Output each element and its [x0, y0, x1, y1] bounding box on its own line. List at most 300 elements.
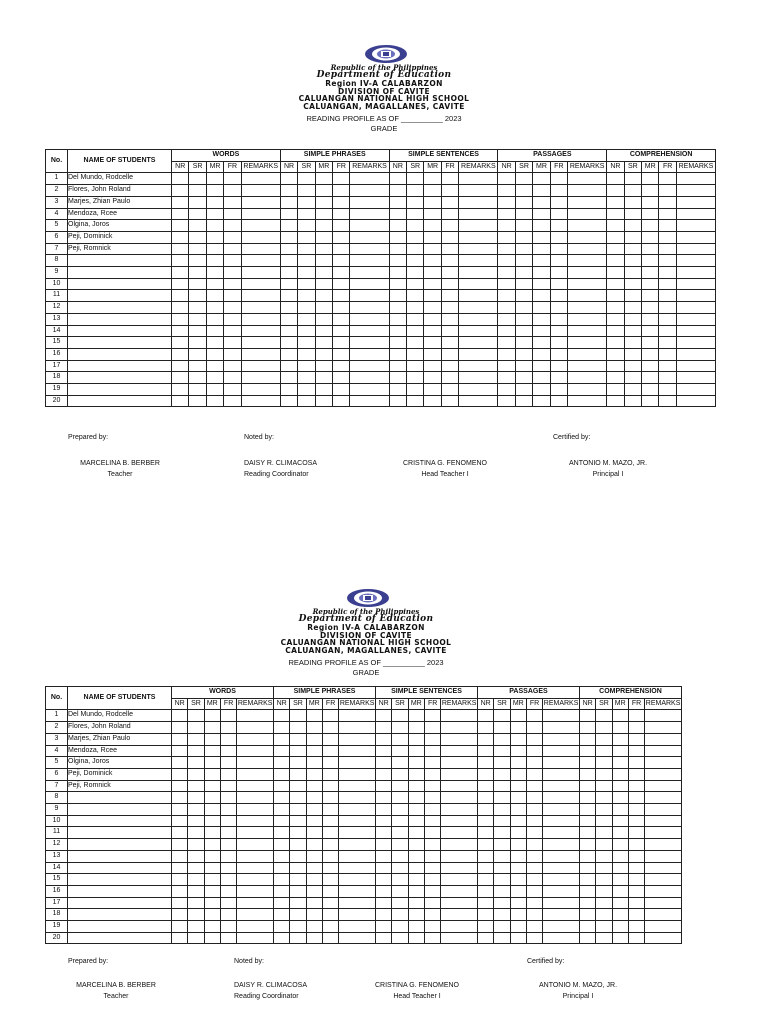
rating-cell[interactable] [441, 757, 478, 769]
rating-cell[interactable] [306, 874, 322, 886]
rating-cell[interactable] [339, 932, 376, 944]
rating-cell[interactable] [494, 710, 510, 722]
rating-cell[interactable] [441, 196, 458, 208]
rating-cell[interactable] [188, 874, 204, 886]
rating-cell[interactable] [392, 733, 408, 745]
rating-cell[interactable] [624, 278, 641, 290]
rating-cell[interactable] [441, 862, 478, 874]
rating-cell[interactable] [543, 827, 580, 839]
rating-cell[interactable] [568, 278, 607, 290]
rating-cell[interactable] [298, 173, 315, 185]
rating-cell[interactable] [543, 897, 580, 909]
rating-cell[interactable] [220, 874, 236, 886]
rating-cell[interactable] [339, 757, 376, 769]
rating-cell[interactable] [333, 278, 350, 290]
rating-cell[interactable] [206, 290, 223, 302]
rating-cell[interactable] [579, 804, 595, 816]
rating-cell[interactable] [424, 255, 441, 267]
rating-cell[interactable] [645, 932, 682, 944]
rating-cell[interactable] [543, 733, 580, 745]
rating-cell[interactable] [172, 208, 189, 220]
rating-cell[interactable] [188, 827, 204, 839]
rating-cell[interactable] [315, 372, 332, 384]
rating-cell[interactable] [280, 173, 297, 185]
rating-cell[interactable] [510, 780, 526, 792]
rating-cell[interactable] [188, 862, 204, 874]
rating-cell[interactable] [510, 745, 526, 757]
rating-cell[interactable] [298, 185, 315, 197]
rating-cell[interactable] [596, 722, 612, 734]
rating-cell[interactable] [241, 243, 280, 255]
rating-cell[interactable] [206, 208, 223, 220]
rating-cell[interactable] [659, 220, 676, 232]
rating-cell[interactable] [526, 780, 542, 792]
rating-cell[interactable] [333, 360, 350, 372]
rating-cell[interactable] [441, 384, 458, 396]
rating-cell[interactable] [189, 173, 206, 185]
rating-cell[interactable] [459, 384, 498, 396]
rating-cell[interactable] [550, 255, 567, 267]
rating-cell[interactable] [315, 255, 332, 267]
rating-cell[interactable] [607, 313, 624, 325]
rating-cell[interactable] [220, 932, 236, 944]
rating-cell[interactable] [206, 196, 223, 208]
rating-cell[interactable] [441, 372, 458, 384]
rating-cell[interactable] [624, 302, 641, 314]
rating-cell[interactable] [322, 815, 338, 827]
rating-cell[interactable] [241, 220, 280, 232]
rating-cell[interactable] [441, 710, 478, 722]
rating-cell[interactable] [568, 196, 607, 208]
rating-cell[interactable] [220, 710, 236, 722]
rating-cell[interactable] [172, 302, 189, 314]
rating-cell[interactable] [290, 897, 306, 909]
rating-cell[interactable] [322, 921, 338, 933]
rating-cell[interactable] [526, 827, 542, 839]
rating-cell[interactable] [579, 768, 595, 780]
rating-cell[interactable] [612, 850, 628, 862]
rating-cell[interactable] [350, 255, 389, 267]
rating-cell[interactable] [172, 372, 189, 384]
rating-cell[interactable] [189, 360, 206, 372]
rating-cell[interactable] [206, 337, 223, 349]
rating-cell[interactable] [241, 395, 280, 407]
rating-cell[interactable] [290, 757, 306, 769]
rating-cell[interactable] [306, 897, 322, 909]
rating-cell[interactable] [339, 733, 376, 745]
rating-cell[interactable] [172, 360, 189, 372]
rating-cell[interactable] [441, 290, 458, 302]
rating-cell[interactable] [659, 208, 676, 220]
rating-cell[interactable] [550, 267, 567, 279]
rating-cell[interactable] [568, 231, 607, 243]
rating-cell[interactable] [333, 348, 350, 360]
rating-cell[interactable] [676, 196, 715, 208]
rating-cell[interactable] [172, 290, 189, 302]
rating-cell[interactable] [189, 267, 206, 279]
rating-cell[interactable] [659, 313, 676, 325]
rating-cell[interactable] [315, 231, 332, 243]
rating-cell[interactable] [494, 780, 510, 792]
rating-cell[interactable] [322, 710, 338, 722]
rating-cell[interactable] [533, 196, 550, 208]
rating-cell[interactable] [339, 921, 376, 933]
rating-cell[interactable] [477, 827, 493, 839]
rating-cell[interactable] [628, 827, 644, 839]
rating-cell[interactable] [389, 185, 406, 197]
rating-cell[interactable] [642, 313, 659, 325]
rating-cell[interactable] [642, 220, 659, 232]
rating-cell[interactable] [543, 757, 580, 769]
rating-cell[interactable] [498, 255, 515, 267]
rating-cell[interactable] [220, 897, 236, 909]
rating-cell[interactable] [510, 815, 526, 827]
rating-cell[interactable] [237, 722, 274, 734]
rating-cell[interactable] [350, 290, 389, 302]
rating-cell[interactable] [526, 885, 542, 897]
rating-cell[interactable] [298, 372, 315, 384]
rating-cell[interactable] [237, 710, 274, 722]
rating-cell[interactable] [189, 278, 206, 290]
rating-cell[interactable] [350, 267, 389, 279]
rating-cell[interactable] [408, 862, 424, 874]
rating-cell[interactable] [376, 862, 392, 874]
rating-cell[interactable] [659, 372, 676, 384]
rating-cell[interactable] [543, 710, 580, 722]
rating-cell[interactable] [188, 804, 204, 816]
rating-cell[interactable] [543, 862, 580, 874]
rating-cell[interactable] [645, 815, 682, 827]
rating-cell[interactable] [494, 768, 510, 780]
rating-cell[interactable] [543, 792, 580, 804]
rating-cell[interactable] [204, 792, 220, 804]
rating-cell[interactable] [642, 290, 659, 302]
rating-cell[interactable] [220, 921, 236, 933]
rating-cell[interactable] [526, 792, 542, 804]
rating-cell[interactable] [280, 220, 297, 232]
rating-cell[interactable] [241, 196, 280, 208]
rating-cell[interactable] [477, 780, 493, 792]
rating-cell[interactable] [628, 710, 644, 722]
rating-cell[interactable] [477, 839, 493, 851]
rating-cell[interactable] [659, 302, 676, 314]
rating-cell[interactable] [579, 897, 595, 909]
rating-cell[interactable] [533, 313, 550, 325]
rating-cell[interactable] [596, 827, 612, 839]
rating-cell[interactable] [579, 792, 595, 804]
rating-cell[interactable] [280, 384, 297, 396]
rating-cell[interactable] [642, 208, 659, 220]
rating-cell[interactable] [424, 196, 441, 208]
rating-cell[interactable] [389, 231, 406, 243]
rating-cell[interactable] [333, 231, 350, 243]
rating-cell[interactable] [642, 337, 659, 349]
rating-cell[interactable] [350, 313, 389, 325]
rating-cell[interactable] [424, 220, 441, 232]
rating-cell[interactable] [424, 384, 441, 396]
rating-cell[interactable] [612, 874, 628, 886]
rating-cell[interactable] [188, 722, 204, 734]
rating-cell[interactable] [290, 827, 306, 839]
rating-cell[interactable] [333, 267, 350, 279]
rating-cell[interactable] [224, 208, 241, 220]
rating-cell[interactable] [350, 208, 389, 220]
rating-cell[interactable] [224, 290, 241, 302]
rating-cell[interactable] [290, 850, 306, 862]
rating-cell[interactable] [494, 932, 510, 944]
rating-cell[interactable] [290, 874, 306, 886]
rating-cell[interactable] [220, 862, 236, 874]
rating-cell[interactable] [376, 909, 392, 921]
rating-cell[interactable] [298, 231, 315, 243]
rating-cell[interactable] [596, 874, 612, 886]
rating-cell[interactable] [543, 745, 580, 757]
rating-cell[interactable] [676, 372, 715, 384]
rating-cell[interactable] [408, 768, 424, 780]
rating-cell[interactable] [612, 897, 628, 909]
rating-cell[interactable] [659, 360, 676, 372]
rating-cell[interactable] [389, 372, 406, 384]
rating-cell[interactable] [189, 337, 206, 349]
rating-cell[interactable] [533, 173, 550, 185]
rating-cell[interactable] [333, 325, 350, 337]
rating-cell[interactable] [280, 395, 297, 407]
rating-cell[interactable] [206, 360, 223, 372]
rating-cell[interactable] [274, 722, 290, 734]
rating-cell[interactable] [408, 780, 424, 792]
rating-cell[interactable] [274, 768, 290, 780]
rating-cell[interactable] [515, 267, 532, 279]
rating-cell[interactable] [628, 909, 644, 921]
rating-cell[interactable] [224, 185, 241, 197]
rating-cell[interactable] [568, 290, 607, 302]
rating-cell[interactable] [596, 909, 612, 921]
rating-cell[interactable] [333, 302, 350, 314]
rating-cell[interactable] [392, 768, 408, 780]
rating-cell[interactable] [543, 850, 580, 862]
rating-cell[interactable] [237, 862, 274, 874]
rating-cell[interactable] [424, 231, 441, 243]
rating-cell[interactable] [407, 185, 424, 197]
rating-cell[interactable] [579, 885, 595, 897]
rating-cell[interactable] [624, 208, 641, 220]
rating-cell[interactable] [424, 278, 441, 290]
rating-cell[interactable] [206, 384, 223, 396]
rating-cell[interactable] [339, 897, 376, 909]
rating-cell[interactable] [206, 185, 223, 197]
rating-cell[interactable] [315, 267, 332, 279]
rating-cell[interactable] [510, 768, 526, 780]
rating-cell[interactable] [350, 395, 389, 407]
rating-cell[interactable] [612, 827, 628, 839]
rating-cell[interactable] [408, 874, 424, 886]
rating-cell[interactable] [407, 384, 424, 396]
rating-cell[interactable] [550, 302, 567, 314]
rating-cell[interactable] [241, 278, 280, 290]
rating-cell[interactable] [189, 290, 206, 302]
rating-cell[interactable] [408, 932, 424, 944]
rating-cell[interactable] [459, 325, 498, 337]
rating-cell[interactable] [596, 897, 612, 909]
rating-cell[interactable] [424, 885, 440, 897]
rating-cell[interactable] [172, 220, 189, 232]
rating-cell[interactable] [392, 885, 408, 897]
rating-cell[interactable] [645, 710, 682, 722]
rating-cell[interactable] [189, 220, 206, 232]
rating-cell[interactable] [526, 757, 542, 769]
rating-cell[interactable] [510, 850, 526, 862]
rating-cell[interactable] [645, 921, 682, 933]
rating-cell[interactable] [392, 722, 408, 734]
rating-cell[interactable] [408, 827, 424, 839]
rating-cell[interactable] [477, 874, 493, 886]
rating-cell[interactable] [188, 909, 204, 921]
rating-cell[interactable] [392, 757, 408, 769]
rating-cell[interactable] [676, 255, 715, 267]
rating-cell[interactable] [568, 208, 607, 220]
rating-cell[interactable] [645, 722, 682, 734]
rating-cell[interactable] [550, 196, 567, 208]
rating-cell[interactable] [424, 313, 441, 325]
rating-cell[interactable] [543, 909, 580, 921]
rating-cell[interactable] [350, 384, 389, 396]
rating-cell[interactable] [526, 932, 542, 944]
rating-cell[interactable] [441, 243, 458, 255]
rating-cell[interactable] [477, 815, 493, 827]
rating-cell[interactable] [498, 185, 515, 197]
rating-cell[interactable] [389, 243, 406, 255]
rating-cell[interactable] [568, 360, 607, 372]
rating-cell[interactable] [189, 243, 206, 255]
rating-cell[interactable] [498, 302, 515, 314]
rating-cell[interactable] [220, 722, 236, 734]
rating-cell[interactable] [424, 839, 440, 851]
rating-cell[interactable] [339, 850, 376, 862]
rating-cell[interactable] [315, 208, 332, 220]
rating-cell[interactable] [533, 290, 550, 302]
rating-cell[interactable] [642, 360, 659, 372]
rating-cell[interactable] [579, 745, 595, 757]
rating-cell[interactable] [322, 722, 338, 734]
rating-cell[interactable] [533, 372, 550, 384]
rating-cell[interactable] [204, 909, 220, 921]
rating-cell[interactable] [290, 745, 306, 757]
rating-cell[interactable] [172, 757, 188, 769]
rating-cell[interactable] [407, 173, 424, 185]
rating-cell[interactable] [306, 862, 322, 874]
rating-cell[interactable] [408, 757, 424, 769]
rating-cell[interactable] [579, 850, 595, 862]
rating-cell[interactable] [424, 360, 441, 372]
rating-cell[interactable] [533, 208, 550, 220]
rating-cell[interactable] [322, 932, 338, 944]
rating-cell[interactable] [441, 722, 478, 734]
rating-cell[interactable] [241, 290, 280, 302]
rating-cell[interactable] [424, 710, 440, 722]
rating-cell[interactable] [607, 302, 624, 314]
rating-cell[interactable] [389, 360, 406, 372]
rating-cell[interactable] [322, 862, 338, 874]
rating-cell[interactable] [494, 839, 510, 851]
rating-cell[interactable] [607, 255, 624, 267]
rating-cell[interactable] [339, 862, 376, 874]
rating-cell[interactable] [224, 372, 241, 384]
rating-cell[interactable] [280, 313, 297, 325]
rating-cell[interactable] [424, 733, 440, 745]
rating-cell[interactable] [628, 862, 644, 874]
rating-cell[interactable] [659, 278, 676, 290]
rating-cell[interactable] [306, 745, 322, 757]
rating-cell[interactable] [607, 395, 624, 407]
rating-cell[interactable] [376, 839, 392, 851]
rating-cell[interactable] [189, 313, 206, 325]
rating-cell[interactable] [459, 196, 498, 208]
rating-cell[interactable] [596, 862, 612, 874]
rating-cell[interactable] [333, 290, 350, 302]
rating-cell[interactable] [494, 850, 510, 862]
rating-cell[interactable] [280, 208, 297, 220]
rating-cell[interactable] [441, 348, 458, 360]
rating-cell[interactable] [543, 874, 580, 886]
rating-cell[interactable] [237, 733, 274, 745]
rating-cell[interactable] [676, 231, 715, 243]
rating-cell[interactable] [596, 815, 612, 827]
rating-cell[interactable] [350, 220, 389, 232]
rating-cell[interactable] [515, 384, 532, 396]
rating-cell[interactable] [424, 243, 441, 255]
rating-cell[interactable] [204, 839, 220, 851]
rating-cell[interactable] [339, 710, 376, 722]
rating-cell[interactable] [389, 290, 406, 302]
rating-cell[interactable] [407, 255, 424, 267]
rating-cell[interactable] [624, 267, 641, 279]
rating-cell[interactable] [441, 220, 458, 232]
rating-cell[interactable] [392, 827, 408, 839]
rating-cell[interactable] [659, 196, 676, 208]
rating-cell[interactable] [298, 337, 315, 349]
rating-cell[interactable] [241, 208, 280, 220]
rating-cell[interactable] [204, 827, 220, 839]
rating-cell[interactable] [189, 196, 206, 208]
rating-cell[interactable] [612, 921, 628, 933]
rating-cell[interactable] [424, 768, 440, 780]
rating-cell[interactable] [172, 885, 188, 897]
rating-cell[interactable] [392, 909, 408, 921]
rating-cell[interactable] [315, 384, 332, 396]
rating-cell[interactable] [274, 733, 290, 745]
rating-cell[interactable] [392, 745, 408, 757]
rating-cell[interactable] [676, 384, 715, 396]
rating-cell[interactable] [515, 395, 532, 407]
rating-cell[interactable] [290, 921, 306, 933]
rating-cell[interactable] [408, 792, 424, 804]
rating-cell[interactable] [315, 290, 332, 302]
rating-cell[interactable] [339, 909, 376, 921]
rating-cell[interactable] [607, 243, 624, 255]
rating-cell[interactable] [424, 395, 441, 407]
rating-cell[interactable] [676, 337, 715, 349]
rating-cell[interactable] [376, 757, 392, 769]
rating-cell[interactable] [204, 722, 220, 734]
rating-cell[interactable] [237, 839, 274, 851]
rating-cell[interactable] [612, 733, 628, 745]
rating-cell[interactable] [392, 710, 408, 722]
rating-cell[interactable] [515, 302, 532, 314]
rating-cell[interactable] [172, 827, 188, 839]
rating-cell[interactable] [498, 208, 515, 220]
rating-cell[interactable] [280, 302, 297, 314]
rating-cell[interactable] [642, 196, 659, 208]
